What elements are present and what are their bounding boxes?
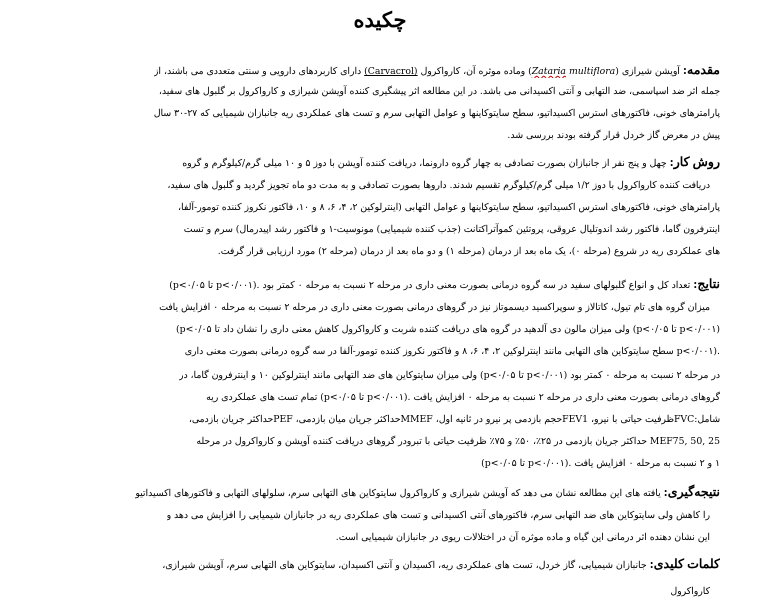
results-text-3a: ولی میزان مالون دی آلدهید در گروه های دریافت کننده شربت و کارواکرول کاهش معنی داری را نشان داد bbox=[222, 324, 630, 335]
results-text-6a: گروهای درمانی بصورت معنی داری در مرحله ۲ نسبت به مرحله ۰ افزایش یافت bbox=[413, 392, 720, 403]
results-p-value-3: (p<۰/۰۵ تا bbox=[176, 324, 220, 335]
methods-line-2: دریافت کننده کارواکرول با دوز ۱/۲ میلی گرم/کیلوگرم تقسیم شدند. داروها بصورت تصادفی و به مدت دو ماه تجویز گردید و گلبول های سفید، bbox=[167, 180, 710, 191]
methods-label: روش کار: bbox=[669, 155, 720, 169]
results-text-7b: ظرفیت حیاتی با نیرو، bbox=[591, 414, 674, 425]
keywords-line-1 bbox=[162, 556, 720, 572]
conclusion-text-1: یافته های این مطالعه نشان می دهد که آویشن شیرازی و کارواکرول سایتوکاین های التهابی سرم، سلولهای التهابی و فاکتورهای اکسیداتیو bbox=[135, 488, 661, 499]
results-line-8 bbox=[196, 434, 720, 450]
results-line-9 bbox=[481, 456, 720, 472]
intro-line-3: پارامترهای خونی، فاکتورهای استرس اکسیداتیو، سطح سایتوکاینها و عوامل التهابی سرم و تست های عملکردی ریه جانبازان شیمیایی که ۲۷-۳۰ سال bbox=[153, 108, 720, 119]
results-text-1a: تعداد کل و انواع گلبولهای سفید در سه گروه درمانی بصورت معنی داری در مرحله ۲ نسبت به مرحله ۰ کمتر بود bbox=[262, 280, 691, 291]
intro-line-2: جمله اثر ضد اسپاسمی، ضد التهابی و آنتی اکسیدانی می باشد. در این مطالعه اثر پیشگیری کننده آویشن شیرازی و کارواکرول بر گلبول های سفید، bbox=[158, 86, 720, 97]
results-line-4 bbox=[185, 344, 720, 360]
results-text-5a: در مرحله ۲ نسبت به مرحله ۰ کمتر بود bbox=[570, 370, 720, 381]
intro-text-c: دارای کاربردهای دارویی و سنتی متعددی می باشند، از bbox=[153, 66, 362, 77]
results-line-5 bbox=[179, 368, 720, 384]
abbr-fev1: FEV1 bbox=[562, 414, 589, 425]
results-text-8a: حداکثر جریان بازدمی در ۲۵٪، ۵۰٪ و ۷۵٪ ظرفیت حیاتی با تبرودر گروهای دریافت کننده آویشن و کارواکرول در مرحله bbox=[196, 436, 647, 447]
compound-name: (Carvacrol) bbox=[364, 66, 418, 77]
sci-open: ( bbox=[528, 66, 532, 77]
methods-line-5: های عملکردی ریه در شروع (مرحله ۰)، یک ماه بعد از درمان (مرحله ۱) و دو ماه بعد از درمان (مرحله ۲) مورد ارزیابی قرار گرفت. bbox=[217, 246, 720, 257]
methods-line-3: پارامترهای خونی، فاکتورهای استرس اکسیداتیو، سطح سایتوکاینها و عوامل التهابی (اینترلوکین ۲، ۴، ۶، ۸ و ۱۰، فاکتور نکروز کننده تومور-آلفا، bbox=[178, 202, 720, 213]
results-text-4a: سطح سایتوکاین های التهابی مانند اینترلوکین ۲، ۴، ۶، ۸ و فاکتور نکروز کننده تومور-آلفا در سه گروه درمانی بصورت معنی داری bbox=[184, 346, 674, 357]
results-p-value-6: (p<۰/۰۵ تا p<۰/۰۰۱). bbox=[320, 392, 411, 403]
keywords-line-2: کارواکرول bbox=[670, 586, 710, 597]
abbr-pef: PEF bbox=[273, 414, 293, 425]
results-line-6 bbox=[206, 390, 720, 406]
results-text-7c: حجم بازدمی پر نیرو در ثانیه اول، bbox=[435, 414, 563, 425]
sci-species: multiflora bbox=[568, 66, 616, 77]
results-p-value-1: (p<۰/۰۵ تا p<۰/۰۰۱). bbox=[169, 280, 260, 291]
conclusion-label: نتیجه‌گیری: bbox=[663, 485, 720, 499]
results-text-6b: تمام تست های عملکردی ریه bbox=[206, 392, 318, 403]
results-p-value-2: (p<۰/۰۵ تا p<۰/۰۰۱) bbox=[632, 324, 720, 335]
keywords-text-1: جانبازان شیمیایی، گاز خردل، تست های عملکردی ریه، اکسیدان و آنتی اکسیدان، سایتوکاین های التهابی سرم، آویشن شیرازی، bbox=[162, 560, 647, 571]
keywords-label: کلمات کلیدی: bbox=[649, 557, 720, 571]
results-p-value-9: (p<۰/۰۵ تا p<۰/۰۰۱). bbox=[481, 458, 572, 469]
conclusion-line-2: را کاهش ولی سایتوکاین های ضد التهابی سرم، فاکتورهای آنتی اکسیدانی و تست های عملکردی ریه در جانبازان شیمیایی را افزایش می دهد و bbox=[166, 510, 710, 521]
results-p-value-4: p<۰/۰۰۱). bbox=[676, 346, 720, 357]
methods-line-4: اینترفرون گاما، فاکتور رشد اندوتلیال عروقی، پروتئین کموآتراکتانت (جذب کننده شیمیایی) مونوسیت-۱ و فاکتور رشد اپیدرمال) سرم و تست bbox=[183, 224, 720, 235]
methods-line-1 bbox=[182, 154, 720, 170]
sci-close: ) bbox=[615, 66, 619, 77]
intro-text-b: وماده موثره آن، کارواکرول bbox=[420, 66, 526, 77]
intro-text-a: آویشن شیرازی bbox=[621, 66, 680, 77]
intro-line-4: پیش در معرض گاز خردل قرار گرفته بودند بررسی شد. bbox=[507, 130, 720, 141]
methods-text-1: چهل و پنج نفر از جانبازان بصورت تصادفی به چهار گروه دارونما، دریافت کننده آویشن با دوز ۵ و ۱۰ میلی گرم/کیلوگرم و گروه bbox=[182, 158, 667, 169]
results-line-2: میزان گروه های تام تیول، کاتالاز و سوپراکسید دیسموتاز نیز در گروهای درمانی بصورت معنی داری در مرحله ۲ نسبت به مرحله ۰ افزایش یافت bbox=[159, 302, 710, 313]
results-text-7d: حداکثر جریان میان بازدمی، bbox=[295, 414, 401, 425]
results-text-7a: شامل: bbox=[694, 414, 720, 425]
intro-line-1 bbox=[154, 62, 720, 78]
scientific-name bbox=[528, 66, 619, 77]
results-text-9a: ۱ و ۲ نسبت به مرحله ۰ افزایش یافت bbox=[574, 458, 720, 469]
page-title: چکیده bbox=[353, 8, 407, 32]
sci-genus: Zataria bbox=[531, 66, 566, 77]
abbr-mef: MEF75, 50, 25 bbox=[649, 436, 720, 447]
results-p-value-5: (p<۰/۰۵ تا p<۰/۰۰۱) bbox=[479, 370, 568, 381]
conclusion-line-3: این نشان دهنده اثر درمانی این گیاه و ماده موثره آن در اختلالات ریوی در جانبازان شیمیایی است. bbox=[335, 532, 710, 543]
results-text-5b: ولی میزان سایتوکاین های ضد التهابی مانند اینترلوکین ۱۰ و اینترفرون گاما، در bbox=[178, 370, 477, 381]
results-line-3 bbox=[176, 322, 720, 338]
results-text-7e: حداکثر جریان بازدمی، bbox=[188, 414, 274, 425]
results-line-1 bbox=[169, 276, 720, 292]
intro-label: مقدمه: bbox=[682, 63, 720, 77]
results-line-7 bbox=[189, 412, 720, 428]
abbr-fvc: FVC bbox=[673, 414, 695, 425]
conclusion-line-1 bbox=[135, 484, 720, 500]
abbr-mmef: MMEF bbox=[400, 414, 433, 425]
results-label: نتایج: bbox=[693, 277, 720, 291]
